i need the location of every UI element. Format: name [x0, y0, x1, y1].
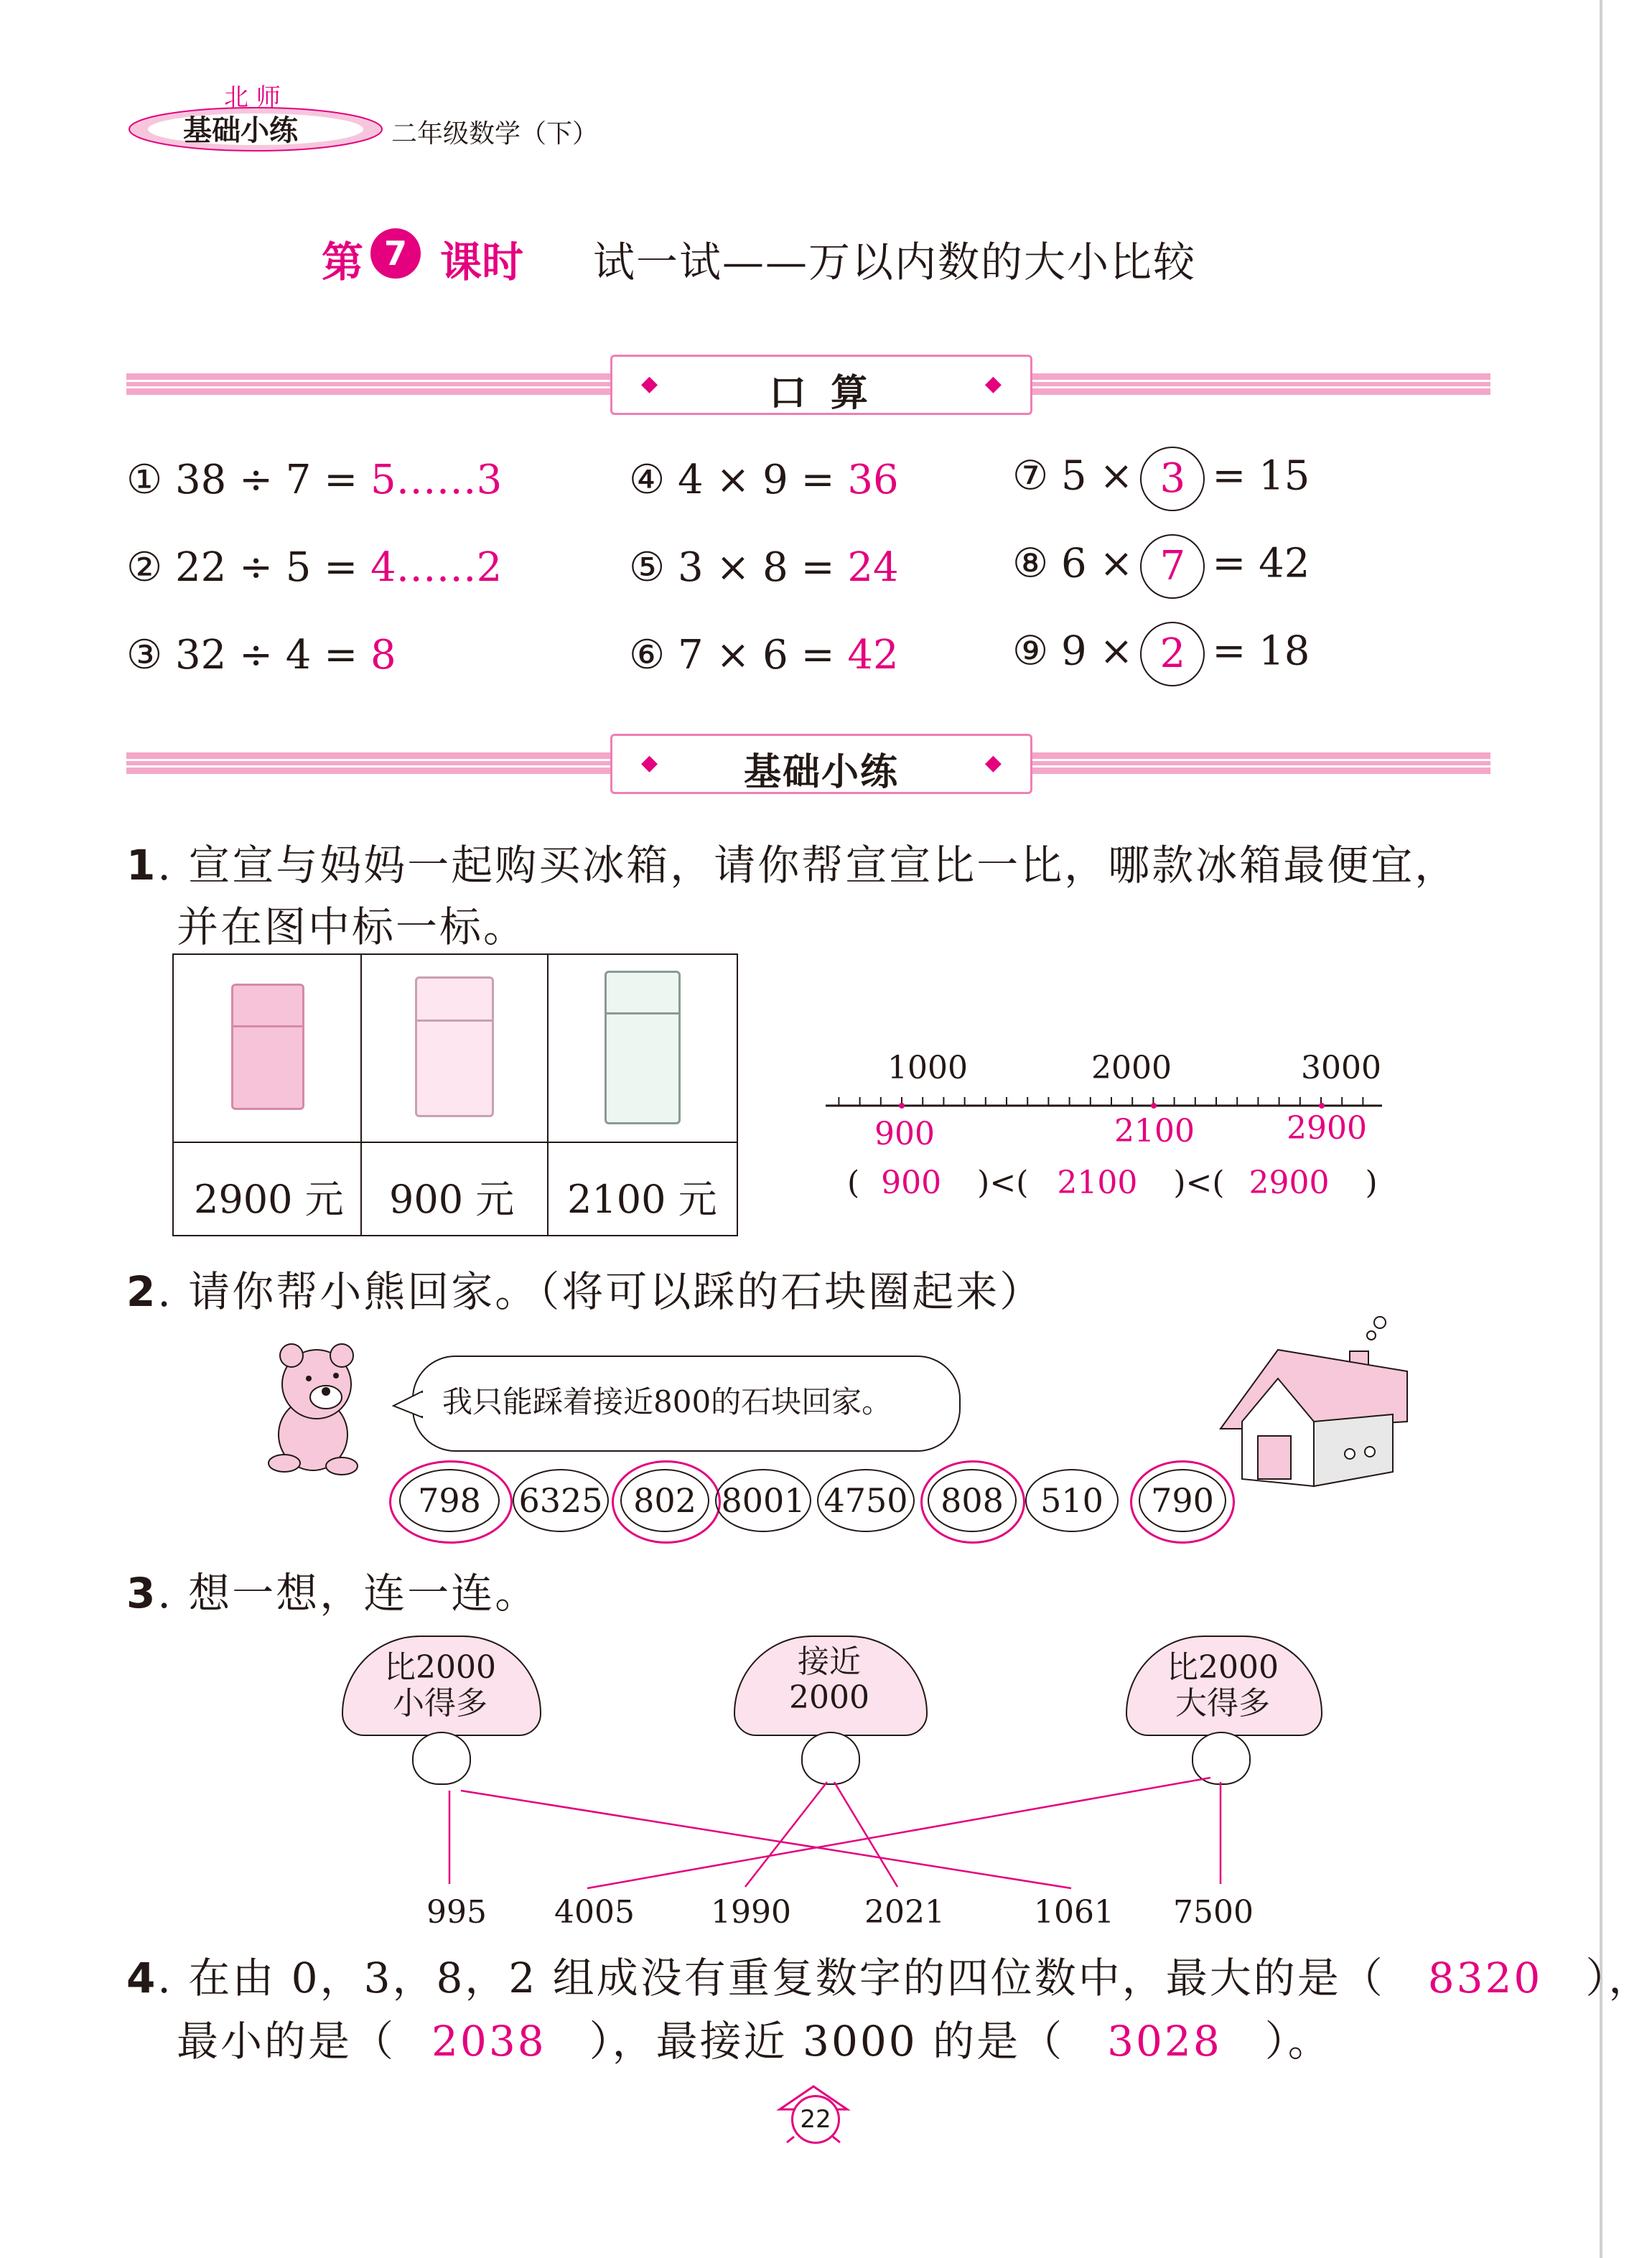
oral-item-7: ⑦ 5 × 3 = 15 [1012, 447, 1310, 511]
q3-text: 3. 想一想，连一连。 [126, 1569, 539, 1618]
page-number: 22 [791, 2095, 840, 2144]
oral-answer-circle: 3 [1140, 447, 1205, 511]
oral-item-3: ③ 32 ÷ 4 = 8 [126, 632, 396, 678]
stone[interactable]: 802 [620, 1469, 709, 1532]
compare-row: ( 900 )<( 2100 )<( 2900 ) [847, 1165, 1378, 1201]
number-995: 995 [426, 1894, 487, 1931]
header-subtitle: 二年级数学（下） [391, 119, 599, 149]
axis-label-1000: 1000 [887, 1050, 968, 1086]
compare-c: 2900 [1249, 1165, 1330, 1201]
mark-label-900: 900 [874, 1116, 935, 1152]
mushroom-label: 比2000 小得多 [384, 1649, 496, 1722]
fridge-image [231, 984, 304, 1110]
stone[interactable]: 8001 [715, 1469, 811, 1532]
lesson-prefix: 第 [322, 238, 364, 286]
oral-answer-circle: 2 [1140, 622, 1205, 686]
bear-illustration [256, 1334, 378, 1478]
fridge-image [605, 971, 681, 1124]
section-title-basic: 基础小练 [743, 751, 899, 794]
fridge-image [415, 976, 494, 1117]
number-4005: 4005 [554, 1894, 635, 1931]
oral-answer: 8 [370, 632, 396, 678]
fridge-price-3: 2100 元 [567, 1177, 717, 1222]
oral-item-8: ⑧ 6 × 7 = 42 [1012, 534, 1310, 599]
section-header-oral [610, 355, 1032, 415]
diamond-icon: ◆ [984, 371, 1002, 396]
number-1990: 1990 [711, 1894, 791, 1931]
answer-min: 2038 [431, 2017, 546, 2066]
stone[interactable]: 798 [399, 1469, 500, 1532]
oral-item-6: ⑥ 7 × 6 = 42 [629, 632, 899, 678]
compare-b: 2100 [1057, 1165, 1138, 1201]
number-1061: 1061 [1034, 1894, 1114, 1931]
axis-label-2000: 2000 [1091, 1050, 1172, 1086]
answer-near: 3028 [1107, 2017, 1222, 2066]
section-header-basic [610, 734, 1032, 794]
mushroom-label: 接近 2000 [789, 1643, 869, 1716]
header-series-main: 基础小练 [183, 114, 298, 147]
answer-max: 8320 [1427, 1954, 1543, 2002]
fridge-price-1: 2900 元 [194, 1177, 344, 1222]
q2-text: 2. 请你帮小熊回家。（将可以踩的石块圈起来） [126, 1267, 1044, 1316]
lesson-title: 试一试——万以内数的大小比较 [593, 238, 1197, 286]
oral-item-4: ④ 4 × 9 = 36 [629, 457, 899, 503]
lesson-suffix: 课时 [440, 238, 524, 286]
mushroom-stem [1192, 1732, 1251, 1785]
house-illustration [1213, 1314, 1422, 1493]
mushroom-stem [801, 1732, 860, 1785]
axis-label-3000: 3000 [1301, 1050, 1381, 1086]
mark-label-2900: 2900 [1287, 1110, 1367, 1147]
diamond-icon: ◆ [984, 750, 1002, 775]
mushroom-label: 比2000 大得多 [1167, 1649, 1279, 1722]
oral-answer: 36 [847, 457, 899, 503]
oral-answer: 42 [847, 632, 899, 678]
header-series-top: 北 师 [224, 83, 281, 112]
speech-tail [393, 1391, 422, 1420]
mark-label-2100: 2100 [1114, 1113, 1195, 1149]
stone[interactable]: 790 [1139, 1469, 1226, 1532]
fridge-price-2: 900 元 [389, 1177, 515, 1222]
number-7500: 7500 [1173, 1894, 1254, 1931]
q1-text-line1: 1. 宣宣与妈妈一起购买冰箱，请你帮宣宣比一比，哪款冰箱最便宜， [126, 841, 1459, 890]
section-title-oral: 口 算 [768, 372, 874, 415]
stone[interactable]: 6325 [513, 1469, 609, 1532]
q4-text-line1: 4. 在由 0，3，8，2 组成没有重复数字的四位数中，最大的是（ 8320 ）， [126, 1954, 1652, 2002]
oral-item-5: ⑤ 3 × 8 = 24 [629, 544, 899, 591]
oral-item-9: ⑨ 9 × 2 = 18 [1012, 622, 1310, 686]
diamond-icon: ◆ [641, 371, 658, 396]
page-edge [1600, 0, 1602, 2258]
diamond-icon: ◆ [641, 750, 658, 775]
oral-item-1: ① 38 ÷ 7 = 5……3 [126, 457, 503, 503]
oral-answer: 4……2 [370, 544, 503, 591]
compare-a: 900 [881, 1165, 942, 1201]
q1-text-line2: 并在图中标一标。 [177, 902, 528, 951]
stone[interactable]: 510 [1025, 1469, 1119, 1532]
speech-text: 我只能踩着接近800的石块回家。 [442, 1384, 892, 1419]
fridge-table [172, 953, 738, 1236]
lesson-number-badge: 7 [370, 228, 421, 279]
oral-answer: 24 [847, 544, 899, 591]
oral-answer-circle: 7 [1140, 534, 1205, 599]
stone[interactable]: 4750 [817, 1469, 915, 1532]
oral-item-2: ② 22 ÷ 5 = 4……2 [126, 544, 503, 591]
oral-answer: 5……3 [370, 457, 503, 503]
q4-text-line2: 最小的是（ 2038 ），最接近 3000 的是（ 3028 ）。 [177, 2017, 1332, 2066]
stone[interactable]: 808 [928, 1469, 1017, 1532]
number-2021: 2021 [864, 1894, 945, 1931]
mushroom-stem [412, 1732, 471, 1785]
